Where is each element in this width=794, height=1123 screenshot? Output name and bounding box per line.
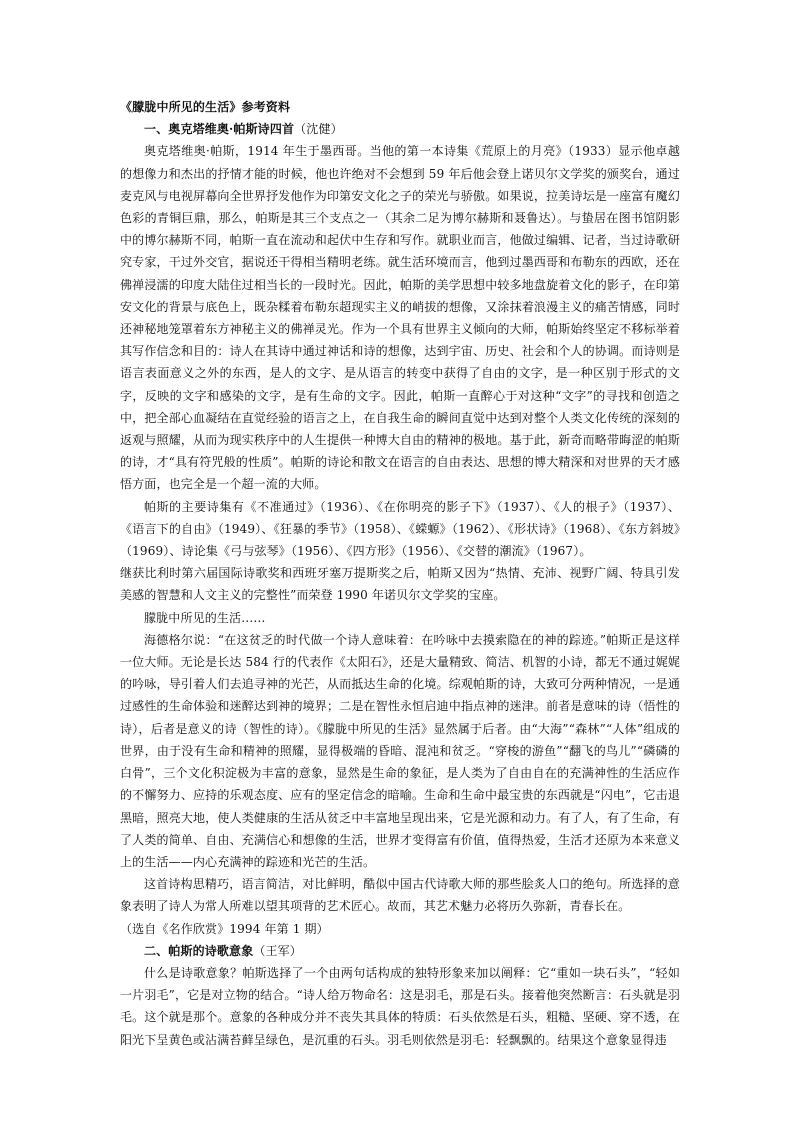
section-1-author: （沈健） (294, 122, 343, 137)
paragraph-poem-title: 朦胧中所见的生活…… (144, 610, 266, 625)
paragraph-poetic-image: 什么是诗歌意象？帕斯选择了一个由两句话构成的独特形象来加以阐释：它“重如一块石头”，“轻如一片羽毛”，它是对立物的结合。“诗人给万物命名：这是羽毛，那是石头。接着他突然断言：石头就是羽毛。这个就是那个。意象的各种成分并不丧失其具体的特质：石头依然是石头，粗糙、坚硬、穿不透，在阳光下呈黄色或沾满苔藓呈绿色，是沉重的石头。羽毛则依然是羽毛：轻飘飘的。结果这个意象显得违 (120, 965, 680, 1047)
source-citation: （选自《名作欣赏》1994 年第 1 期） (120, 921, 329, 936)
paragraph-nobel-prize: 继获比利时第六届国际诗歌奖和西班牙塞万提斯奖之后，帕斯又因为“热情、充沛、视野广阔、特具引发美感的智慧和人文主义的完整性”而荣登 1990 年诺贝尔文学奖的宝座。 (120, 566, 680, 603)
section-1-heading (120, 118, 680, 140)
section-1-title: 一、奥克塔维奥·帕斯诗四首 (144, 122, 295, 137)
paragraph-paz-biography: 奥克塔维奥·帕斯，1914 年生于墨西哥。当他的第一本诗集《荒原上的月亮》（1933）显示他卓越的想像力和杰出的抒情才能的时候，他也许绝对不会想到 59 年后他会登上诺贝尔文学奖的颁奖台，通过麦克风与电视屏幕向全世界抒发他作为印第安文化之子的荣光与骄傲。如果说，拉美诗坛是一座富有魔幻色彩的青铜巨鼎，那么，帕斯是其三个支点之一（其余二足为博尔赫斯和聂鲁达）。与蛰居在图书馆阴影中的博尔赫斯不同，帕斯一直在流动和起伏中生存和写作。就职业而言，他做过编辑、记者，当过诗歌研究专家，干过外交官，据说还干得相当精明老练。就生活环境而言，他到过墨西哥和布勒东的西欧，还在佛禅浸濡的印度大陆住过相当长的一段时光。因此，帕斯的美学思想中较多地盘旋着文化的影子，在印第安文化的背景与底色上，既杂糅着布勒东超现实主义的峭拔的想像，又涂抹着浪漫主义的痛苦情感，同时还神秘地笼罩着东方神秘主义的佛禅灵光。作为一个具有世界主义倾向的大师，帕斯始终坚定不移标举着其写作信念和目的：诗人在其诗中通过神话和诗的想像，达到宇宙、历史、社会和个人的协调。而诗则是语言表面意义之外的东西，是人的文字、是从语言的转变中获得了自由的文字，是一种区别于形式的文字，反映的文字和感染的文字，是有生命的文字。因此，帕斯一直醉心于对这种“文字”的寻找和创造之中，把全部心血凝结在直觉经验的语言之上，在自我生命的瞬间直觉中达到对整个人类文化传统的深刻的返观与照耀，从而为现实秩序中的人生提供一种博大自由的精神的极地。基于此，新奇而略带晦涩的帕斯的诗，才“具有符咒般的性质”。帕斯的诗论和散文在语言的自由表达、思想的博大精深和对世界的天才感悟方面，也完全是一个超一流的大师。 (120, 144, 680, 492)
document-title: 《朦胧中所见的生活》参考资料 (120, 100, 291, 114)
section-2-author: （王军） (253, 943, 302, 958)
paragraph-poetry-collections: 帕斯的主要诗集有《不准通过》（1936）、《在你明亮的影子下》（1937）、《人的根子》（1937）、《语言下的自由》（1949）、《狂暴的季节》（1958）、《蝾螈》（1962）、《形状诗》（1968）、《东方斜坡》（1969）、诗论集《弓与弦琴》（1956）、《四方形》（1956）、《交替的潮流》（1967）。 (120, 499, 680, 559)
paragraph-heidegger-analysis: 海德格尔说：“在这贫乏的时代做一个诗人意味着：在吟咏中去摸索隐在的神的踪迹。”帕斯正是这样一位大师。无论是长达 584 行的代表作《太阳石》，还是大量精致、简洁、机智的小诗，都无不通过娓娓的吟咏，导引着人们去追寻神的光芒，从而抵达生命的化境。综观帕斯的诗，大致可分两种情况，一是通过感性的生命体验和迷醉达到神的境界；二是在智性永恒启迪中指点神的迷津。前者是意味的诗（悟性的诗），后者是意义的诗（智性的诗）。《朦胧中所见的生活》显然属于后者。由“大海”“森林”“人体”组成的世界，由于没有生命和精神的照耀，显得极端的昏暗、混沌和贫乏。“穿梭的游鱼”“翻飞的鸟儿”“磷磷的白骨”，三个文化积淀极为丰富的意象，显然是生命的象征，是人类为了自由自在的充满神性的生活应作的不懈努力、应持的乐观态度、应有的坚定信念的暗喻。生命和生命中最宝贵的东西就是“闪电”，它击退黑暗，照亮大地，使人类健康的生活从贫乏中丰富地呈现出来，它是光源和动力。有了人，有了生命，有了人类的简单、自由、充满信心和想像的生活，世界才变得富有价值，值得热爱，生活才还原为本来意义上的生活——内心充满神的踪迹和光芒的生活。 (120, 632, 680, 869)
paragraph-art-evaluation: 这首诗构思精巧，语言简洁，对比鲜明，酷似中国古代诗歌大师的那些脍炙人口的绝句。所选择的意象表明了诗人为常人所难以望其项背的艺术匠心。故而，其艺术魅力必将历久弥新，青春长在。 (120, 877, 680, 914)
section-2-heading (120, 940, 680, 962)
document-page (120, 96, 680, 1051)
section-2-title: 二、帕斯的诗歌意象 (144, 943, 254, 958)
